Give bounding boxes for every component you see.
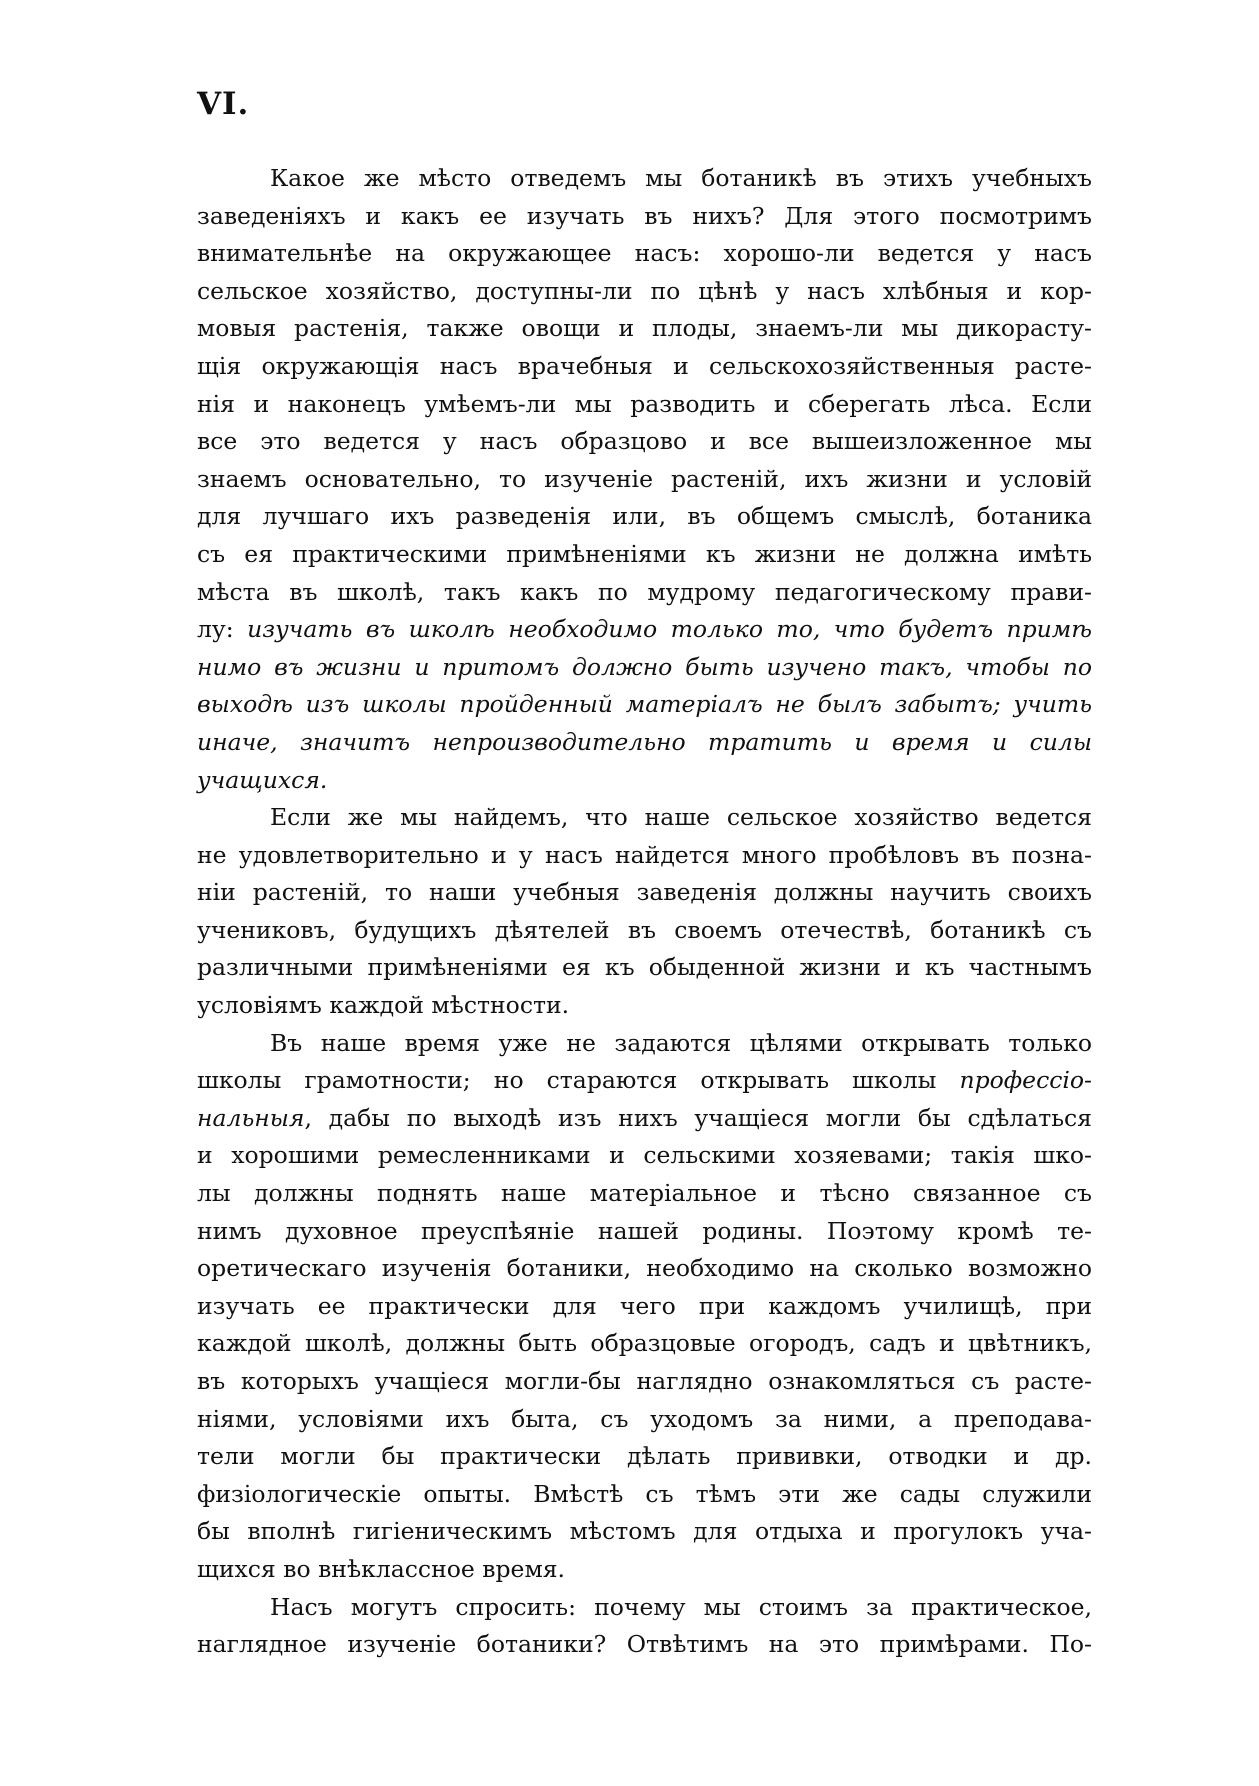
line-text-after: , дабы по выходѣ изъ нихъ учащіеся могли бы сдѣлаться bbox=[304, 1103, 1092, 1132]
line-text: заведеніяхъ и какъ ее изучать въ нихъ? Для этого посмотримъ bbox=[197, 201, 1092, 230]
text-line bbox=[197, 1476, 1092, 1514]
body-text bbox=[197, 160, 1092, 1664]
line-text: съ ея практическими примѣненіями къ жизни не должна имѣть bbox=[197, 539, 1092, 568]
text-line bbox=[197, 1250, 1092, 1288]
line-text: изучать ее практически для чего при каждомъ училищѣ, при bbox=[197, 1291, 1092, 1320]
text-line bbox=[197, 987, 1092, 1025]
line-italic-text: нимо въ жизни и притомъ должно быть изучено такъ, чтобы по bbox=[197, 652, 1092, 681]
line-text: школы грамотности; но стараются открывать школы bbox=[197, 1066, 960, 1095]
line-text: Если же мы найдемъ, что наше сельское хозяйство ведется bbox=[270, 803, 1092, 832]
text-line bbox=[197, 1401, 1092, 1439]
text-line bbox=[197, 1626, 1092, 1664]
line-text: тели могли бы практически дѣлать прививки, отводки и др. bbox=[197, 1442, 1092, 1471]
line-text: лу: bbox=[197, 615, 248, 644]
text-line bbox=[197, 1062, 1092, 1100]
text-line bbox=[197, 1137, 1092, 1175]
line-text: для лучшаго ихъ разведенія или, въ общемъ смыслѣ, ботаника bbox=[197, 502, 1092, 531]
line-text: оретическаго изученія ботаники, необходимо на сколько возможно bbox=[197, 1254, 1092, 1283]
text-line bbox=[197, 574, 1092, 612]
text-line bbox=[197, 461, 1092, 499]
text-line bbox=[197, 649, 1092, 687]
line-text: все это ведется у насъ образцово и все вышеизложенное мы bbox=[197, 427, 1092, 456]
line-text: ніями, условіями ихъ быта, съ уходомъ за ними, а преподава- bbox=[197, 1404, 1092, 1433]
line-text: Насъ могутъ спросить: почему мы стоимъ за практическое, bbox=[270, 1592, 1092, 1621]
line-text: лы должны поднять наше матеріальное и тѣсно связанное съ bbox=[197, 1179, 1092, 1208]
text-line bbox=[197, 423, 1092, 461]
line-text: щія окружающія насъ врачебныя и сельскохозяйственныя расте- bbox=[197, 351, 1092, 380]
line-text: нимъ духовное преуспѣяніе нашей родины. Поэтому кромѣ те- bbox=[197, 1216, 1092, 1245]
line-italic-text: профессіо- bbox=[959, 1066, 1092, 1095]
text-line bbox=[197, 1288, 1092, 1326]
line-italic-text: иначе, значитъ непроизводительно тратить и время и силы bbox=[197, 727, 1092, 756]
line-text: мѣста въ школѣ, такъ какъ по мудрому педагогическому прави- bbox=[197, 577, 1092, 606]
text-line bbox=[197, 310, 1092, 348]
line-text: въ которыхъ учащіеся могли-бы наглядно ознакомляться съ расте- bbox=[197, 1367, 1092, 1395]
line-text: физіологическіе опыты. Вмѣстѣ съ тѣмъ эти же сады служили bbox=[197, 1479, 1092, 1508]
text-line bbox=[197, 837, 1092, 875]
text-line bbox=[197, 912, 1092, 950]
text-line bbox=[197, 235, 1092, 273]
line-text: бы вполнѣ гигіеническимъ мѣстомъ для отдыха и прогулокъ уча- bbox=[197, 1517, 1092, 1546]
line-text: наглядное изученіе ботаники? Отвѣтимъ на это примѣрами. По- bbox=[197, 1630, 1092, 1659]
line-text: знаемъ основательно, то изученіе растеній, ихъ жизни и условій bbox=[197, 464, 1092, 493]
text-line bbox=[197, 949, 1092, 987]
line-text: различными примѣненіями ея къ обыденной жизни и къ частнымъ bbox=[197, 953, 1092, 982]
text-line bbox=[197, 686, 1092, 724]
line-italic-text: выходѣ изъ школы пройденный матеріалъ не былъ забытъ; учить bbox=[197, 690, 1092, 719]
line-text: и хорошими ремесленниками и сельскими хозяевами; такія шко- bbox=[197, 1141, 1092, 1170]
line-text: мовыя растенія, также овощи и плоды, знаемъ-ли мы дикорасту- bbox=[197, 314, 1092, 343]
text-line bbox=[197, 611, 1092, 649]
page-number: VI. bbox=[197, 86, 250, 122]
line-italic-text: нальныя bbox=[197, 1103, 305, 1132]
line-text: сельское хозяйство, доступны-ли по цѣнѣ у насъ хлѣбныя и кор- bbox=[197, 276, 1092, 305]
line-text: щихся во внѣклассное время. bbox=[197, 1554, 566, 1583]
line-italic-text: изучать въ школѣ необходимо только то, что будетъ примѣ bbox=[247, 615, 1092, 644]
line-text: каждой школѣ, должны быть образцовые огородъ, садъ и цвѣтникъ, bbox=[197, 1329, 1092, 1358]
text-line bbox=[197, 1513, 1092, 1551]
text-line bbox=[197, 273, 1092, 311]
text-line bbox=[197, 386, 1092, 424]
text-line bbox=[197, 874, 1092, 912]
line-text: Какое же мѣсто отведемъ мы ботаникѣ въ этихъ учебныхъ bbox=[270, 164, 1092, 192]
text-line bbox=[197, 348, 1092, 386]
text-line bbox=[197, 198, 1092, 236]
text-line bbox=[197, 1589, 1092, 1627]
text-line bbox=[197, 1551, 1092, 1589]
text-line bbox=[197, 799, 1092, 837]
line-text: не удовлетворительно и у насъ найдется много пробѣловъ въ позна- bbox=[197, 840, 1092, 869]
text-line bbox=[197, 1213, 1092, 1251]
text-line bbox=[197, 160, 1092, 198]
text-line bbox=[197, 1175, 1092, 1213]
text-line bbox=[197, 1438, 1092, 1476]
line-text: внимательнѣе на окружающее насъ: хорошо-ли ведется у насъ bbox=[197, 239, 1092, 268]
line-text: условіямъ каждой мѣстности. bbox=[197, 991, 570, 1020]
text-line bbox=[197, 762, 1092, 800]
text-line bbox=[197, 498, 1092, 536]
text-line bbox=[197, 1325, 1092, 1363]
text-line bbox=[197, 1100, 1092, 1138]
line-text: Въ наше время уже не задаются цѣлями открывать только bbox=[270, 1028, 1092, 1057]
line-text: нія и наконецъ умѣемъ-ли мы разводить и сберегать лѣса. Если bbox=[197, 389, 1092, 418]
text-line bbox=[197, 536, 1092, 574]
line-text: ніи растеній, то наши учебныя заведенія должны научить своихъ bbox=[197, 878, 1092, 907]
text-line bbox=[197, 724, 1092, 762]
text-line bbox=[197, 1363, 1092, 1401]
line-italic-text: учащихся. bbox=[197, 765, 328, 794]
line-text: учениковъ, будущихъ дѣятелей въ своемъ отечествѣ, ботаникѣ съ bbox=[197, 915, 1092, 944]
text-line bbox=[197, 1025, 1092, 1063]
